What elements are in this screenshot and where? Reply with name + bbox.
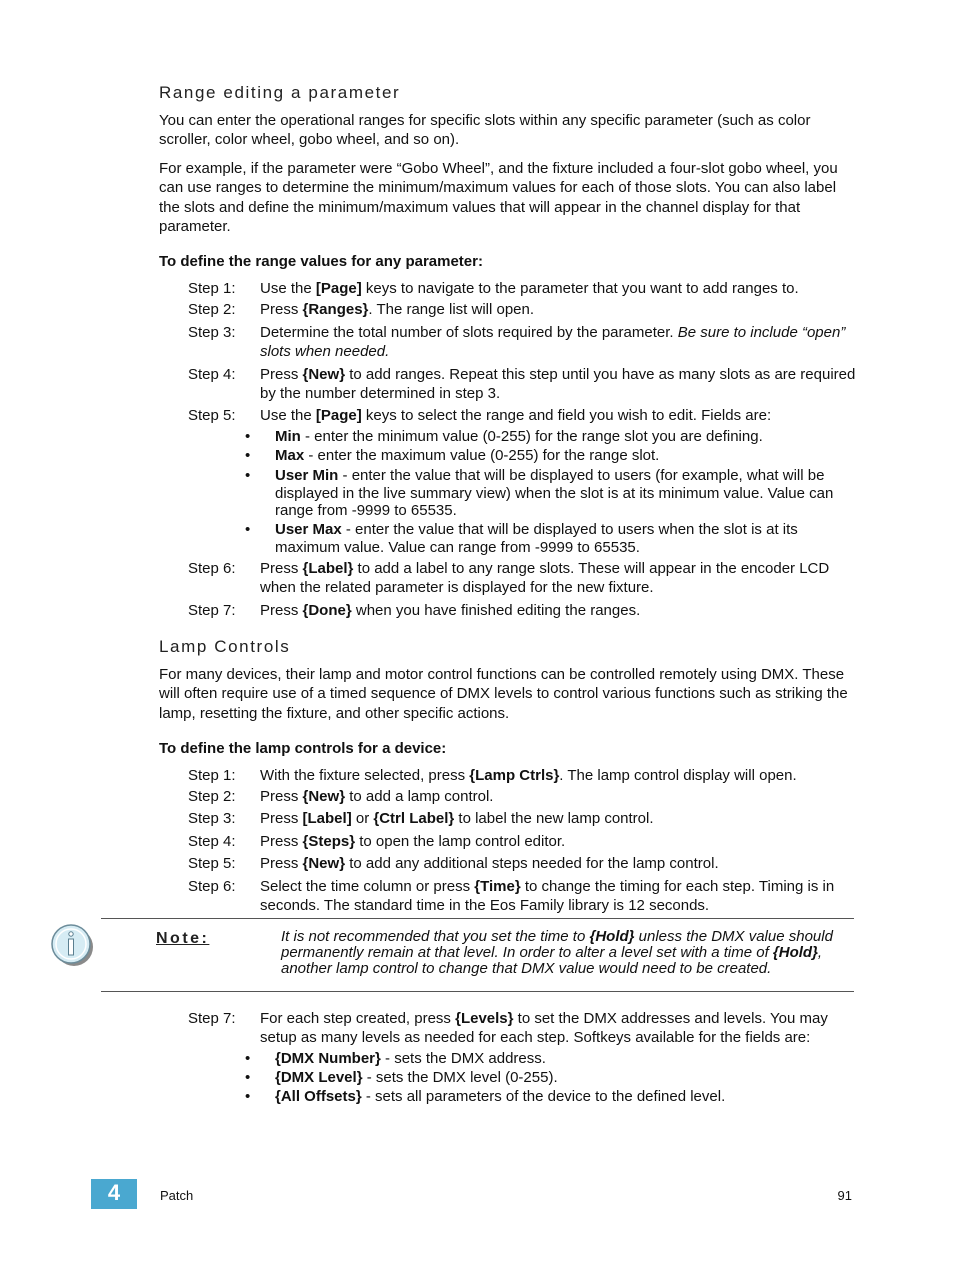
field-description: - enter the value that will be displayed to users (for example, what will be displayed in the live summary view) when the slot is at its minimum value. Value can range from -9999 to 65535.: [275, 467, 834, 519]
section-heading-lamp-controls: Lamp Controls: [159, 637, 291, 656]
key-name: {New}: [302, 855, 346, 872]
step-text: to add a lamp control.: [345, 788, 494, 805]
key-name: [Page]: [315, 280, 362, 297]
step-label: Step 7:: [188, 1010, 236, 1027]
step-label: Step 2:: [188, 301, 236, 318]
info-icon: [50, 923, 96, 969]
step-text: when you have finished editing the ranges.: [351, 602, 641, 619]
step-label: Step 7:: [188, 602, 236, 619]
step-text: . The lamp control display will open.: [559, 767, 797, 784]
softkey-name: {All Offsets}: [275, 1088, 362, 1105]
step-text: For each step created, press: [260, 1010, 456, 1027]
key-name: {Label}: [302, 560, 354, 577]
page-number: 91: [837, 1188, 852, 1203]
key-name: {Time}: [474, 878, 521, 895]
key-name: [Page]: [315, 407, 362, 424]
step-hint: Be sure to include “open” slots when needed.: [260, 324, 846, 360]
field-description: - enter the value that will be displayed to users when the slot is at its maximum value. Value can range from -9999 to 65535.: [275, 521, 798, 556]
note-text: [281, 929, 861, 977]
step-label: Step 6:: [188, 560, 236, 577]
bullet: •: [245, 1069, 251, 1086]
step-label: Step 4:: [188, 833, 236, 850]
softkey-name: {DMX Number}: [275, 1050, 381, 1067]
step-label: Step 1:: [188, 767, 236, 784]
paragraph: For many devices, their lamp and motor control functions can be controlled remotely using DMX. These will often require use of a timed sequence of DMX levels to control various functions such as striking the lamp, resetting the fixture, and other specific actions.: [159, 666, 848, 722]
field-name: User Min: [275, 467, 339, 484]
note-fragment: It is not recommended that you set the time to: [281, 928, 590, 945]
step-text: to add any additional steps needed for the lamp control.: [345, 855, 719, 872]
key-name: {Hold}: [772, 944, 818, 961]
paragraph: You can enter the operational ranges for specific slots within any specific parameter (such as color scroller, color wheel, gobo wheel, and so on).: [159, 112, 811, 149]
step-text: Press: [260, 602, 303, 619]
key-name: {Levels}: [455, 1010, 514, 1027]
bullet: •: [245, 1050, 251, 1067]
step-label: Step 3:: [188, 324, 236, 341]
step-label: Step 6:: [188, 878, 236, 895]
step-label: Step 5:: [188, 855, 236, 872]
field-description: - enter the maximum value (0-255) for the range slot.: [304, 447, 660, 464]
bullet: •: [245, 521, 251, 538]
note-top-divider: [101, 918, 854, 919]
step-text: Press: [260, 366, 303, 383]
footer-section-name: Patch: [160, 1188, 194, 1203]
field-name: User Max: [275, 521, 342, 538]
procedure-title: To define the range values for any parameter:: [159, 253, 483, 270]
key-name: {Ranges}: [302, 301, 369, 318]
step-text: to set the DMX addresses and levels. You may setup as many levels as needed for each step. Softkeys available for the fields are:: [260, 1010, 828, 1046]
step-text: Determine the total number of slots required by the parameter.: [260, 324, 678, 341]
step-text: Press: [260, 301, 303, 318]
bullet: •: [245, 447, 251, 464]
step-text: to add ranges. Repeat this step until you have as many slots as are required by the number determined in step 3.: [260, 366, 856, 402]
step-label: Step 4:: [188, 366, 236, 383]
bullet: •: [245, 467, 251, 484]
note-fragment: unless the DMX value should permanently remain at that level. In order to alter a level set with a time of: [281, 928, 833, 961]
step-text: Press: [260, 560, 303, 577]
field-name: Min: [275, 428, 301, 445]
step-text: Select the time column or press: [260, 878, 475, 895]
step-label: Step 1:: [188, 280, 236, 297]
field-description: - enter the minimum value (0-255) for the range slot you are defining.: [300, 428, 763, 445]
key-name: {Done}: [302, 602, 352, 619]
step-text: With the fixture selected, press: [260, 767, 470, 784]
bullet: •: [245, 428, 251, 445]
softkey-description: - sets the DMX address.: [380, 1050, 546, 1067]
key-name: {Lamp Ctrls}: [469, 767, 560, 784]
step-text: to add a label to any range slots. These will appear in the encoder LCD when the related parameter is displayed for the new fixture.: [260, 560, 830, 596]
step-text: Use the: [260, 280, 316, 297]
key-name: {Ctrl Label}: [373, 810, 455, 827]
note-fragment: , another lamp control to change that DMX value would need to be created.: [281, 944, 823, 977]
key-name: {Steps}: [302, 833, 356, 850]
step-text: . The range list will open.: [368, 301, 535, 318]
key-name: {New}: [302, 788, 346, 805]
step-label: Step 2:: [188, 788, 236, 805]
step-text: Use the: [260, 407, 316, 424]
step-text: to change the timing for each step. Timing is in seconds. The standard time in the Eos Family library is 12 seconds.: [260, 878, 835, 914]
step-text: or: [351, 810, 374, 827]
step-text: Press: [260, 855, 303, 872]
step-text: Press: [260, 833, 303, 850]
step-text: to label the new lamp control.: [454, 810, 654, 827]
softkey-description: - sets all parameters of the device to the defined level.: [361, 1088, 726, 1105]
step-text: Press: [260, 788, 303, 805]
key-name: {Hold}: [589, 928, 635, 945]
step-label: Step 3:: [188, 810, 236, 827]
procedure-title: To define the lamp controls for a device:: [159, 740, 447, 757]
step-text: to open the lamp control editor.: [355, 833, 566, 850]
step-label: Step 5:: [188, 407, 236, 424]
paragraph: For example, if the parameter were “Gobo Wheel”, and the fixture included a four-slot gobo wheel, you can use ranges to determine the minimum/maximum values for each of those slots. You can also label the slots and define the minimum/maximum values that will appear in the channel display for that parameter.: [159, 160, 838, 235]
bullet: •: [245, 1088, 251, 1105]
field-name: Max: [275, 447, 305, 464]
note-bottom-divider: [101, 991, 854, 992]
softkey-name: {DMX Level}: [275, 1069, 363, 1086]
note-label: Note:: [156, 930, 210, 947]
step-text: keys to navigate to the parameter that you want to add ranges to.: [361, 280, 799, 297]
softkey-description: - sets the DMX level (0-255).: [362, 1069, 558, 1086]
step-text: Press: [260, 810, 303, 827]
chapter-number-badge: 4: [91, 1179, 137, 1209]
key-name: [Label]: [302, 810, 352, 827]
section-heading-range-editing: Range editing a parameter: [159, 83, 401, 102]
key-name: {New}: [302, 366, 346, 383]
step-text: keys to select the range and field you wish to edit. Fields are:: [361, 407, 772, 424]
